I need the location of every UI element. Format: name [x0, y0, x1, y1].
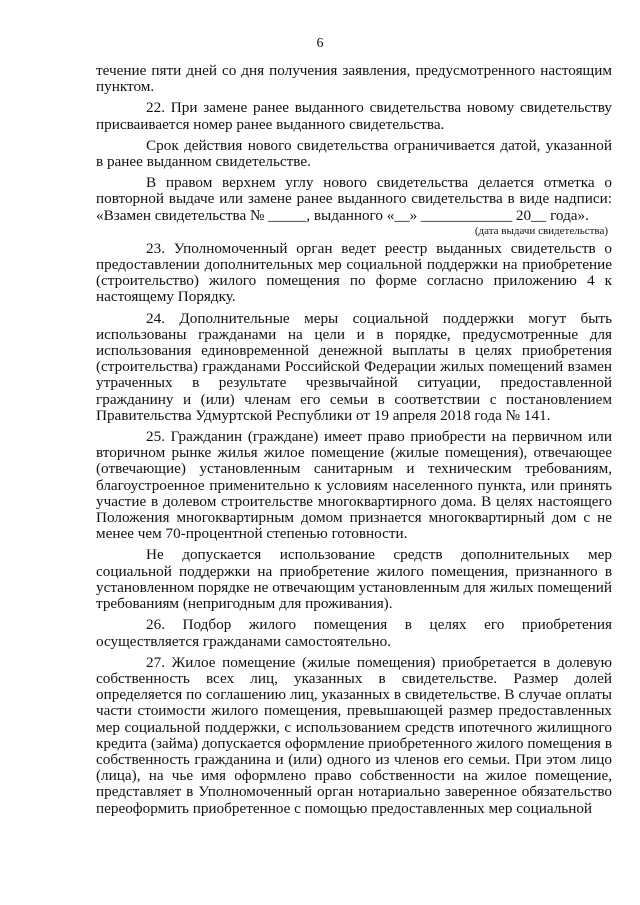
paragraph-21-continuation: течение пяти дней со дня получения заявления, предусмотренного настоящим пунктом. — [96, 62, 612, 96]
paragraph-26: 26. Подбор жилого помещения в целях его приобретения осуществляется гражданами самостоятельно. — [96, 616, 612, 650]
paragraph-23: 23. Уполномоченный орган ведет реестр выданных свидетельств о предоставлении дополнительных мер социальной поддержки на приобретение (строительство) жилого помещения по форме согласно приложению 4 к настоящему Порядку. — [96, 239, 612, 306]
paragraph-25: 25. Гражданин (граждане) имеет право приобрести на первичном или вторичном рынке жилья жилое помещение (жилые помещения), отвечающее (отвечающие) установленным санитарным и техническим требованиям, благоустроенное применительно к условиям населенного пункта, или принять участие в долевом строительстве многоквартирного дома. В целях настоящего Положения многоквартирным домом признается многоквартирный дом с не менее чем 70-процентной степенью готовности. — [96, 428, 612, 543]
paragraph-22-term: Срок действия нового свидетельства ограничивается датой, указанной в ранее выданном свидетельстве. — [96, 136, 612, 171]
paragraph-24: 24. Дополнительные меры социальной поддержки могут быть использованы гражданами на цели и в порядке, предусмотренные для использования единовременной денежной выплаты в целях приобретения (строительства) гражданами Российской Федерации жилых помещений взамен утраченных в результате чрезвычайной ситуации, предоставленной гражданину и (или) членам его семьи в соответствии с постановлением Правительства Удмуртской Республики от 19 апреля 2018 года № 141. — [96, 309, 612, 424]
paragraph-27: 27. Жилое помещение (жилые помещения) приобретается в долевую собственность всех лиц, указанных в свидетельстве. Размер долей определяется по соглашению лиц, указанных в свидетельстве. В случае оплаты части стоимости жилого помещения, превышающей размер предоставленных мер социальной поддержки, с использованием средств ипотечного жилищного кредита (займа) допускается оформление приобретенного жилого помещения в собственность гражданина и (или) одного из членов его семьи. При этом лицо (лица), на чье имя оформлено право собственности на жилое помещение, представляет в Уполномоченный орган нотариально заверенное обязательство переоформить приобретенное с помощью предоставленных мер социальной — [96, 653, 612, 817]
page-number: 6 — [316, 36, 324, 51]
paragraph-22-mark: В правом верхнем углу нового свидетельства делается отметка о повторной выдаче или замене ранее выданного свидетельства в виде надписи: «Взамен свидетельства № _____, выданного «__» ____________ 20__ года». — [96, 174, 612, 224]
paragraph-22: 22. При замене ранее выданного свидетельства новому свидетельству присваивается номер ранее выданного свидетельства. — [96, 99, 612, 133]
document-body — [96, 63, 612, 822]
issue-date-caption: (дата выдачи свидетельства) — [474, 224, 608, 237]
paragraph-25-restriction: Не допускается использование средств дополнительных мер социальной поддержки на приобретение жилого помещения, признанного в установленном порядке не отвечающим установленным для жилых помещений требованиям (непригодным для проживания). — [96, 546, 612, 613]
